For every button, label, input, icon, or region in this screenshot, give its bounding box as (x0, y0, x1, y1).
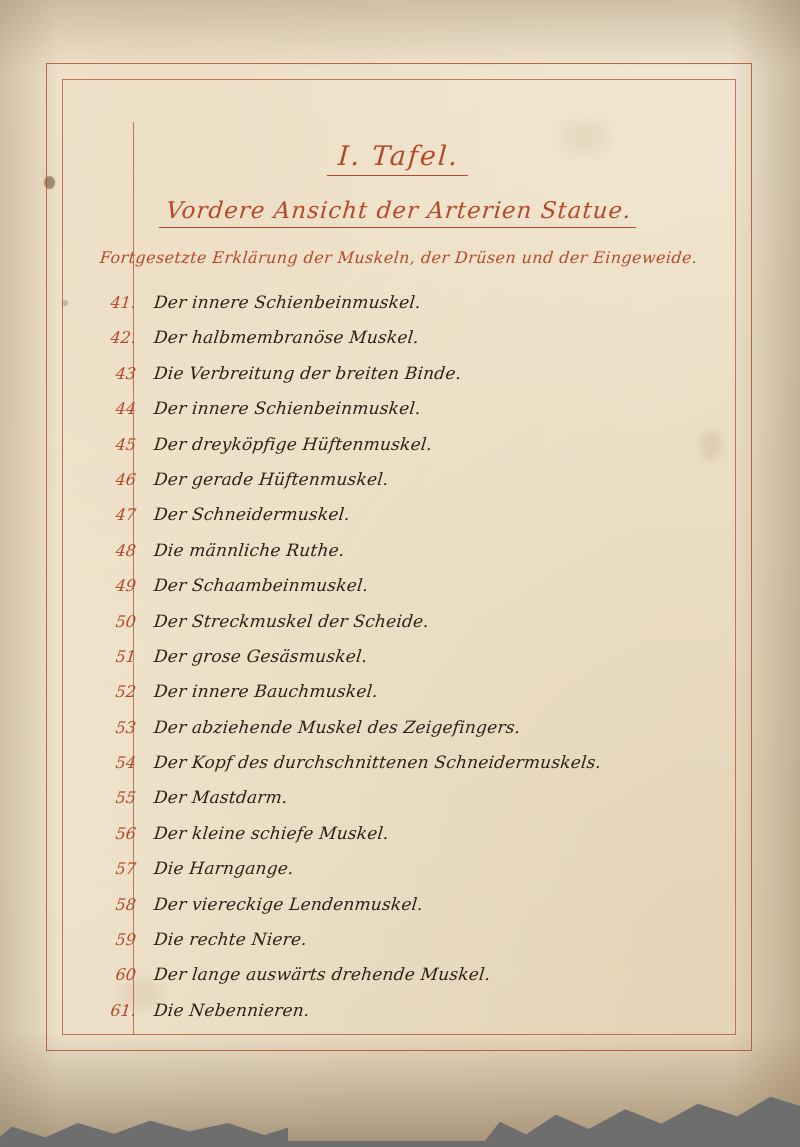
list-item-label: Der grose Gesäsmuskel. (152, 646, 369, 667)
list-item (62, 541, 736, 576)
list-item-number: 56 (114, 823, 137, 843)
list-item-label: Die rechte Niere. (152, 930, 308, 951)
list-item (62, 364, 736, 399)
list-item (62, 435, 736, 470)
list-item-number: 48 (114, 540, 137, 560)
list-item (62, 718, 736, 753)
list-item-number: 44 (114, 399, 137, 419)
list-item (62, 470, 736, 505)
list-item-number: 54 (114, 753, 137, 773)
list-item (62, 895, 736, 930)
list-item (62, 682, 736, 717)
list-item (62, 647, 736, 682)
list-item-number: 46 (114, 469, 137, 489)
section-title: Fortgesetzte Erklärung der Muskeln, der Drüsen und der Eingeweide. (99, 248, 699, 267)
list-item-label: Der kleine schiefe Muskel. (152, 823, 390, 844)
list-item-label: Der viereckige Lendenmuskel. (152, 894, 424, 915)
list-item (62, 328, 736, 363)
list-item-label: Der innere Bauchmuskel. (152, 682, 379, 703)
list-item-label: Der gerade Hüftenmuskel. (152, 469, 390, 490)
list-item-label: Die Nebennieren. (152, 1000, 311, 1021)
list-item-number: 42. (109, 328, 137, 348)
list-item-label: Die männliche Ruthe. (152, 540, 346, 561)
list-item-number: 61. (109, 1000, 137, 1020)
list-item-label: Der Schaambeinmuskel. (152, 576, 370, 597)
torn-edge-bottom-right (480, 1057, 800, 1147)
list-item (62, 612, 736, 647)
list-item-label: Der Streckmuskel der Scheide. (152, 611, 430, 632)
list-item-label: Die Verbreitung der breiten Binde. (152, 363, 463, 384)
list-item-number: 41. (109, 293, 137, 312)
list-item-number: 52 (114, 682, 137, 702)
list-item-label: Der halbmembranöse Muskel. (152, 328, 420, 349)
list-item (62, 965, 736, 1000)
list-item-label: Der innere Schienbeinmuskel. (152, 399, 422, 420)
list-item (62, 1001, 736, 1036)
list-item-number: 45 (114, 434, 137, 454)
list-item-label: Der dreyköpfige Hüftenmuskel. (152, 434, 434, 455)
list-item-label: Der innere Schienbeinmuskel. (152, 293, 422, 313)
list-item-label: Der Mastdarm. (152, 788, 289, 809)
list-item-number: 59 (114, 930, 137, 950)
list-item (62, 505, 736, 540)
list-item-number: 47 (114, 505, 137, 525)
page-title: I. Tafel. (327, 141, 470, 176)
heading-block (62, 79, 736, 267)
paper-edge-top (0, 0, 800, 70)
list-item (62, 576, 736, 611)
list-item (62, 824, 736, 859)
list-item-number: 58 (114, 894, 137, 914)
torn-edge-bottom-left (0, 1087, 288, 1147)
list-item-label: Der Schneidermuskel. (152, 505, 351, 526)
list-item-number: 51 (114, 646, 137, 666)
list-item-number: 49 (114, 576, 137, 596)
list-item-label: Der abziehende Muskel des Zeigefingers. (152, 717, 522, 738)
list-item (62, 753, 736, 788)
list-item-number: 43 (114, 363, 137, 383)
list-item-number: 50 (114, 611, 137, 631)
legend-list (62, 293, 736, 1036)
list-item (62, 399, 736, 434)
list-item (62, 293, 736, 328)
view-title: Vordere Ansicht der Arterien Statue. (159, 198, 639, 228)
list-item-number: 60 (114, 965, 137, 985)
list-item (62, 788, 736, 823)
list-item-label: Die Harngange. (152, 859, 295, 880)
list-item (62, 859, 736, 894)
list-item-label: Der Kopf des durchschnittenen Schneidermuskels. (152, 753, 603, 774)
list-item-label: Der lange auswärts drehende Muskel. (152, 965, 492, 986)
list-item-number: 53 (114, 717, 137, 737)
list-item-number: 57 (114, 859, 137, 879)
list-item (62, 930, 736, 965)
list-item-number: 55 (114, 788, 137, 808)
page-content (62, 79, 736, 1036)
